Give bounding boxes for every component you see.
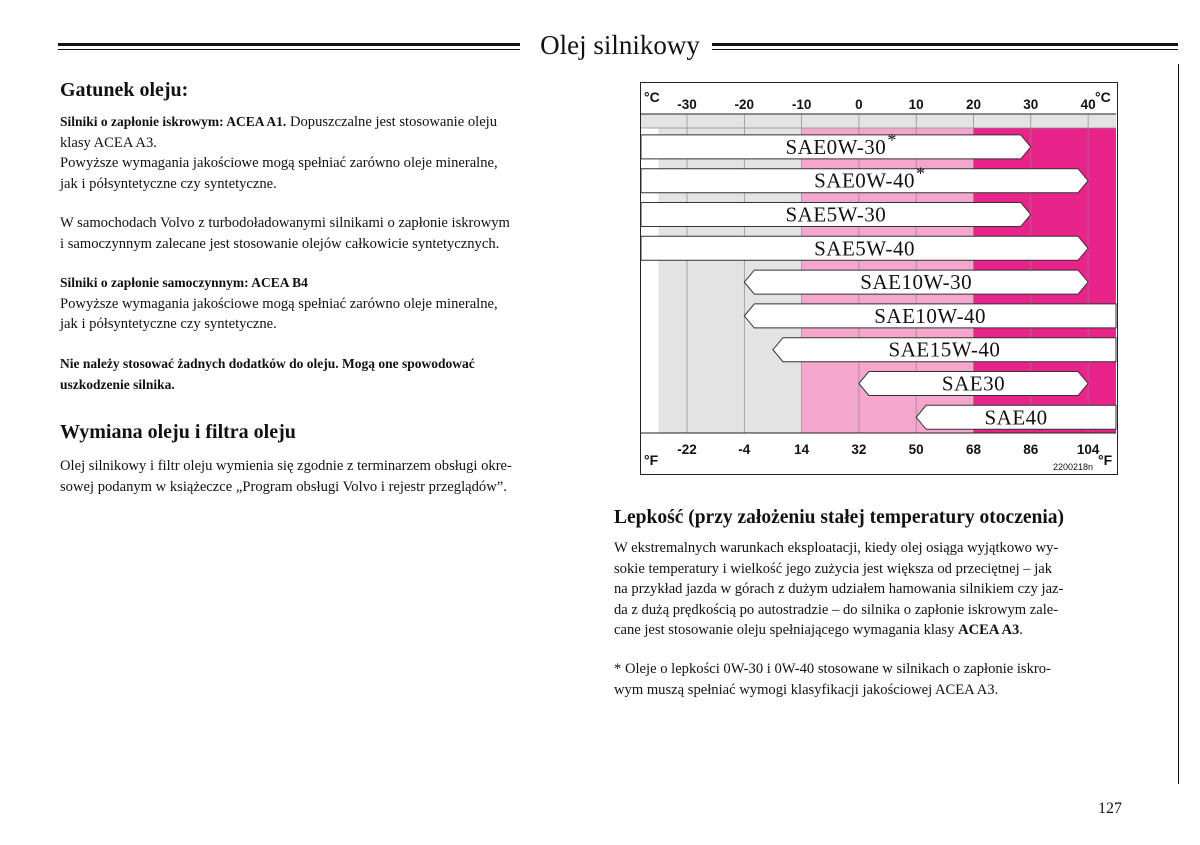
paragraph-petrol-engines bbox=[60, 112, 600, 194]
warning-line1: Nie należy stosować żadnych dodatków do oleju. Mogą one spowodować bbox=[60, 356, 475, 371]
paragraph-diesel-engines bbox=[60, 273, 600, 335]
viscosity-chart bbox=[640, 82, 1118, 475]
acea-a3-class: ACEA A3 bbox=[958, 622, 1020, 638]
header-rule-left bbox=[58, 43, 520, 46]
chart-unit-celsius-right: °C bbox=[1095, 89, 1111, 105]
diesel-engines-label: Silniki o zapłonie samoczynnym: ACEA B4 bbox=[60, 275, 308, 290]
chart-bar-label: SAE5W-40 bbox=[814, 236, 915, 261]
viscosity-line4: da z dużą prędkością po autostradzie – do silnika o zapłonie iskrowym zale- bbox=[614, 601, 1059, 618]
chart-bar-star: * bbox=[915, 163, 925, 184]
chart-tick-fahrenheit: 86 bbox=[1023, 442, 1039, 457]
chart-unit-celsius-left: °C bbox=[644, 89, 660, 105]
chart-tick-celsius: 0 bbox=[855, 97, 863, 112]
chart-unit-fahrenheit-left: °F bbox=[644, 452, 659, 468]
footnote-line1: * Oleje o lepkości 0W-30 i 0W-40 stosowane w silnikach o zapłonie iskro- bbox=[614, 661, 1051, 677]
chart-bar-label: SAE10W-40 bbox=[874, 303, 987, 328]
chart-bar-label: SAE5W-30 bbox=[785, 202, 887, 227]
para1-text: Dopuszczalne jest stosowanie oleju bbox=[286, 114, 498, 130]
para4-line1: Olej silnikowy i filtr oleju wymienia się zgodnie z terminarzem obsługi okre- bbox=[60, 458, 512, 474]
paragraph-extreme-conditions bbox=[614, 538, 1154, 641]
para1-line4: jak i półsyntetyczne czy syntetyczne. bbox=[60, 175, 277, 192]
chart-tick-celsius: 20 bbox=[965, 97, 982, 112]
para1-line3: Powyższe wymagania jakościowe mogą spełniać zarówno oleje mineralne, bbox=[60, 155, 498, 171]
chart-tick-fahrenheit: -4 bbox=[738, 442, 751, 457]
chart-bar-label: SAE0W-30 bbox=[785, 134, 887, 159]
chart-figure-code: 2200218n bbox=[1052, 462, 1093, 472]
chart-bar-label: SAE30 bbox=[941, 371, 1006, 396]
section-heading-viscosity: Lepkość (przy założeniu stałej temperatury otoczenia) bbox=[614, 507, 1065, 528]
viscosity-line5-end: . bbox=[1019, 622, 1023, 638]
chart-bar-label: SAE10W-30 bbox=[860, 270, 973, 295]
chart-tick-fahrenheit: 104 bbox=[1076, 442, 1100, 457]
petrol-engines-label: Silniki o zapłonie iskrowym: ACEA A1. bbox=[60, 114, 287, 129]
para1-line2: klasy ACEA A3. bbox=[60, 134, 157, 151]
viscosity-line5-text: cane jest stosowanie oleju spełniającego wymagania klasy bbox=[614, 622, 959, 638]
chart-tick-fahrenheit: 32 bbox=[851, 442, 867, 457]
chart-bar-label: SAE15W-40 bbox=[888, 337, 1001, 362]
chart-tick-celsius: 40 bbox=[1080, 97, 1096, 112]
chart-tick-celsius: -20 bbox=[734, 97, 755, 112]
chart-tick-celsius: 30 bbox=[1023, 97, 1039, 112]
para2-line1: W samochodach Volvo z turbodoładowanymi silnikami o zapłonie iskrowym bbox=[60, 215, 510, 231]
warning-no-additives bbox=[60, 354, 600, 395]
chart-tick-fahrenheit: 68 bbox=[965, 442, 982, 457]
section-heading-oil-grade: Gatunek oleju: bbox=[60, 79, 189, 101]
right-margin-rule bbox=[1178, 64, 1179, 784]
chart-tick-fahrenheit: 50 bbox=[908, 442, 924, 457]
chart-tick-celsius: -30 bbox=[677, 97, 697, 112]
para4-line2: sowej podanym w książeczce „Program obsługi Volvo i rejestr przeglądów”. bbox=[60, 478, 507, 495]
viscosity-line3: na przykład jazda w górach z dużym udziałem hamowania silnikiem czy jaz- bbox=[614, 581, 1064, 597]
chart-bar-label: SAE0W-40 bbox=[814, 168, 915, 193]
chart-bar-star: * bbox=[887, 129, 897, 150]
chart-unit-fahrenheit-right: °F bbox=[1098, 452, 1113, 468]
viscosity-line5 bbox=[614, 620, 1154, 641]
header-rule-right bbox=[712, 43, 1178, 46]
page-number: 127 bbox=[1098, 800, 1122, 817]
section-heading-oil-change: Wymiana oleju i filtra oleju bbox=[60, 421, 296, 443]
para3-line2: jak i półsyntetyczne czy syntetyczne. bbox=[60, 316, 277, 332]
footnote-line2: wym muszą spełniać wymogi klasyfikacji jakościowej ACEA A3. bbox=[614, 681, 999, 698]
warning-line2: uszkodzenie silnika. bbox=[60, 376, 175, 392]
chart-tick-celsius: -10 bbox=[791, 97, 812, 112]
viscosity-line1: W ekstremalnych warunkach eksploatacji, kiedy olej osiąga wyjątkowo wy- bbox=[614, 540, 1059, 556]
paragraph-turbo-engines bbox=[60, 213, 600, 254]
para2-line2: i samoczynnym zalecane jest stosowanie olejów całkowicie syntetycznych. bbox=[60, 235, 500, 252]
footnote-0w-oils bbox=[614, 659, 1154, 700]
chart-tick-fahrenheit: 14 bbox=[794, 442, 810, 457]
viscosity-line2: sokie temperatury i wielkość jego zużycia jest większa od przeciętnej – jak bbox=[614, 560, 1053, 577]
paragraph-oil-change bbox=[60, 456, 600, 497]
chart-top-strip bbox=[641, 114, 1116, 128]
chart-tick-celsius: 10 bbox=[908, 97, 924, 112]
page-title: Olej silnikowy bbox=[540, 30, 700, 60]
chart-tick-fahrenheit: -22 bbox=[677, 442, 697, 457]
chart-bar-label: SAE40 bbox=[984, 405, 1048, 430]
para3-line1: Powyższe wymagania jakościowe mogą spełniać zarówno oleje mineralne, bbox=[60, 295, 498, 312]
